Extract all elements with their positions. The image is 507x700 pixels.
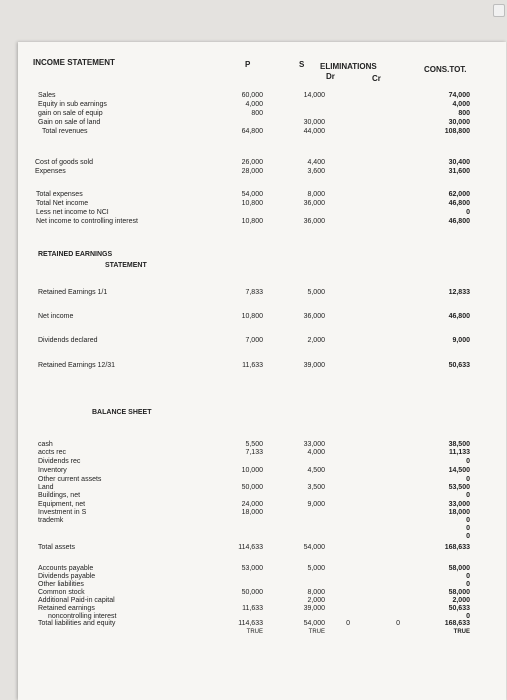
cons-total-value: 53,500 [448,484,470,491]
cons-total-value: 38,500 [448,441,470,448]
cons-total-value: 0 [466,581,470,588]
col-header-cons-total: CONS.TOT. [424,65,467,74]
row-label: Total Net income [36,200,89,207]
row-label: Additional Paid-in capital [38,597,115,604]
elim-dr-value: 0 [346,620,350,627]
cons-total-value: 11,133 [448,449,470,456]
sub-value: 9,000 [307,501,325,508]
cons-total-value: 108,800 [444,128,470,135]
col-header-dr: Dr [326,72,335,81]
parent-value: 7,000 [245,337,263,344]
sub-value: 4,000 [307,449,325,456]
parent-value: 18,000 [241,509,263,516]
row-label: Accounts payable [38,565,94,572]
parent-value: 60,000 [241,92,263,99]
cons-total-value: 46,800 [448,200,470,207]
cons-total-value: TRUE [453,629,470,635]
row-label: Other current assets [38,476,102,483]
sub-value: 5,000 [307,565,325,572]
sub-value: 36,000 [303,313,325,320]
row-label: accts rec [38,449,67,456]
row-label: Total liabilities and equity [38,620,116,627]
parent-value: 11,633 [242,605,263,612]
row-label: cash [38,441,53,448]
sub-value: 44,000 [303,128,325,135]
row-label: RETAINED EARNINGS [38,251,113,258]
row-label: Sales [38,92,56,99]
sub-value: 30,000 [303,119,325,126]
cons-total-value: 58,000 [448,565,470,572]
sub-value: 4,500 [307,467,325,474]
col-header-cr: Cr [372,74,381,83]
sub-value: 3,600 [307,168,325,175]
row-label: Retained Earnings 12/31 [38,362,116,369]
row-label: Other liabilities [38,581,84,588]
row-label: Total assets [38,544,75,551]
cons-total-value: 18,000 [448,509,470,516]
row-label: Common stock [38,589,85,596]
sub-value: 33,000 [303,441,325,448]
sub-value: 54,000 [303,620,325,627]
cons-total-value: 46,800 [448,218,470,225]
cons-total-value: 0 [466,525,470,532]
cons-total-value: 800 [458,110,470,117]
row-label: Net income [38,313,74,320]
cons-total-value: 0 [466,209,470,216]
row-label: Gain on sale of land [38,119,101,126]
elim-cr-value: 0 [396,620,400,627]
sub-value: 3,500 [307,484,325,491]
parent-value: 7,833 [245,289,263,296]
parent-value: 26,000 [241,159,263,166]
parent-value: 114,633 [238,620,263,627]
col-header-sub: S [299,60,305,69]
row-label: Equipment, net [38,501,86,508]
parent-value: 10,800 [241,218,263,225]
parent-value: 7,133 [245,449,263,456]
parent-value: 114,633 [238,544,263,551]
cons-total-value: 4,000 [452,101,470,108]
cons-total-value: 58,000 [448,589,470,596]
row-label: Retained Earnings 1/1 [38,289,108,296]
parent-value: 24,000 [241,501,263,508]
parent-value: 54,000 [241,191,263,198]
row-label: Equity in sub earnings [38,101,107,108]
sub-value: TRUE [308,629,325,635]
cons-total-value: 33,000 [448,501,470,508]
cons-total-value: 0 [466,517,470,524]
cons-total-value: 30,000 [448,119,470,126]
row-label: Retained earnings [38,605,95,612]
parent-value: 5,500 [245,441,263,448]
cons-total-value: 0 [466,476,470,483]
sub-value: 2,000 [307,597,325,604]
parent-value: 10,800 [241,313,263,320]
row-label: gain on sale of equip [38,110,103,117]
sub-value: 39,000 [303,362,325,369]
income-statement-title: INCOME STATEMENT [33,58,115,67]
row-label: Buildings, net [38,492,81,499]
row-label: noncontrolling interest [48,613,117,620]
row-label: Land [38,484,54,491]
sub-value: 4,400 [307,159,325,166]
sub-value: 36,000 [303,200,325,207]
cons-total-value: 9,000 [452,337,470,344]
row-label: Inventory [38,467,67,474]
row-label: Expenses [35,168,66,175]
sub-value: 39,000 [303,605,325,612]
cons-total-value: 46,800 [448,313,470,320]
cons-total-value: 0 [466,613,470,620]
parent-value: TRUE [246,629,263,635]
cons-total-value: 168,633 [444,544,470,551]
cons-total-value: 0 [466,458,470,465]
cons-total-value: 62,000 [448,191,470,198]
sub-value: 2,000 [307,337,325,344]
sub-value: 8,000 [307,589,325,596]
cons-total-value: 168,633 [444,620,470,627]
cons-total-value: 12,833 [448,289,470,296]
row-label: Dividends payable [38,573,96,580]
cons-total-value: 0 [466,533,470,540]
parent-value: 50,000 [241,589,263,596]
row-label: trademk [38,517,64,524]
sub-value: 36,000 [303,218,325,225]
row-label: Less net income to NCI [36,209,109,216]
sub-value: 5,000 [307,289,325,296]
cons-total-value: 2,000 [452,597,470,604]
row-label: Net income to controlling interest [36,218,138,225]
col-header-eliminations: ELIMINATIONS [320,62,377,71]
cons-total-value: 30,400 [448,159,470,166]
cons-total-value: 50,633 [448,605,470,612]
cons-total-value: 74,000 [448,92,470,99]
sub-value: 8,000 [307,191,325,198]
sub-value: 14,000 [303,92,325,99]
parent-value: 11,633 [242,362,263,369]
row-label: Dividends rec [38,458,81,465]
parent-value: 4,000 [245,101,263,108]
cons-total-value: 14,500 [448,467,470,474]
cons-total-value: 50,633 [448,362,470,369]
cons-total-value: 0 [466,492,470,499]
parent-value: 50,000 [241,484,263,491]
parent-value: 800 [251,110,263,117]
col-header-parent: P [245,60,251,69]
cons-total-value: 31,600 [448,168,470,175]
row-label: Dividends declared [38,337,98,344]
cons-total-value: 0 [466,573,470,580]
row-label: Total revenues [42,128,88,135]
sub-value: 54,000 [303,544,325,551]
row-label: Cost of goods sold [35,159,93,166]
row-label: Total expenses [36,191,83,198]
row-label: BALANCE SHEET [92,409,152,416]
parent-value: 53,000 [241,565,263,572]
row-label: Investment in S [38,509,87,516]
parent-value: 28,000 [241,168,263,175]
row-label: STATEMENT [105,262,147,269]
parent-value: 10,800 [241,200,263,207]
parent-value: 64,800 [241,128,263,135]
parent-value: 10,000 [241,467,263,474]
